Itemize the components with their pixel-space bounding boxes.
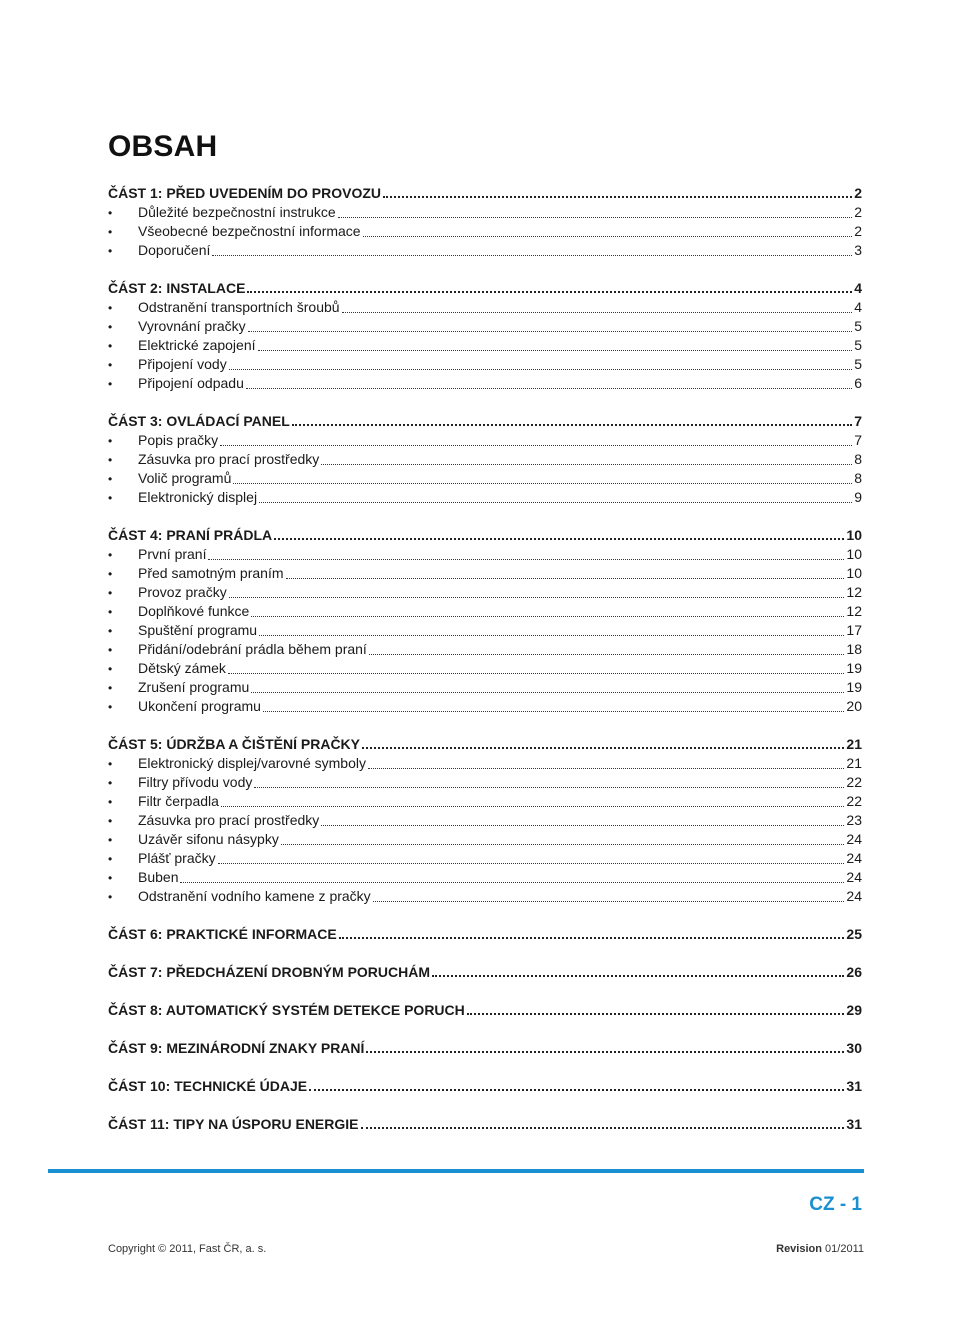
dot-leader bbox=[321, 464, 852, 465]
toc-entry[interactable] bbox=[108, 222, 862, 241]
toc-section-title: ČÁST 5: ÚDRŽBA A ČIŠTĚNÍ PRAČKY bbox=[108, 736, 361, 752]
toc-entry-label: Buben bbox=[138, 869, 179, 885]
toc-section-title: ČÁST 8: AUTOMATICKÝ SYSTÉM DETEKCE PORUCH bbox=[108, 1002, 465, 1018]
toc-section-heading[interactable] bbox=[108, 962, 862, 982]
toc-entry[interactable] bbox=[108, 336, 862, 355]
table-of-contents bbox=[108, 183, 862, 1152]
toc-entry-label: Vyrovnání pračky bbox=[138, 318, 246, 334]
bullet-icon: • bbox=[108, 833, 113, 847]
toc-page-number: 10 bbox=[846, 546, 862, 562]
toc-entry[interactable] bbox=[108, 754, 862, 773]
dot-leader bbox=[368, 768, 844, 769]
toc-page-number: 24 bbox=[846, 888, 862, 904]
toc-section-heading[interactable] bbox=[108, 278, 862, 298]
toc-entry-label: Spuštění programu bbox=[138, 622, 258, 638]
toc-page-number: 24 bbox=[846, 831, 862, 847]
toc-section bbox=[108, 924, 862, 944]
bullet-icon: • bbox=[108, 871, 113, 885]
toc-page-number: 10 bbox=[846, 565, 862, 581]
dot-leader bbox=[363, 236, 852, 237]
toc-entry-label: Elektronický displej/varovné symboly bbox=[138, 755, 366, 771]
toc-page-number: 4 bbox=[854, 280, 862, 296]
footer-divider bbox=[48, 1169, 864, 1173]
bullet-icon: • bbox=[108, 472, 113, 486]
dot-leader bbox=[362, 747, 844, 749]
toc-section bbox=[108, 1114, 862, 1134]
toc-entry[interactable] bbox=[108, 298, 862, 317]
bullet-icon: • bbox=[108, 491, 113, 505]
dot-leader bbox=[342, 312, 852, 313]
toc-entry[interactable] bbox=[108, 374, 862, 393]
toc-page-number: 30 bbox=[846, 1040, 862, 1056]
toc-page-number: 25 bbox=[846, 926, 862, 942]
bullet-icon: • bbox=[108, 795, 113, 809]
toc-page-number: 31 bbox=[846, 1116, 862, 1132]
dot-leader bbox=[218, 863, 845, 864]
dot-leader bbox=[212, 255, 852, 256]
toc-page-number: 19 bbox=[846, 660, 862, 676]
toc-section-heading[interactable] bbox=[108, 924, 862, 944]
dot-leader bbox=[229, 369, 852, 370]
toc-section-title: ČÁST 2: INSTALACE bbox=[108, 280, 246, 296]
toc-section-title: ČÁST 10: TECHNICKÉ ÚDAJE bbox=[108, 1078, 308, 1094]
toc-page-number: 2 bbox=[854, 204, 862, 220]
toc-entry-label: Přidání/odebrání prádla během praní bbox=[138, 641, 367, 657]
toc-section bbox=[108, 278, 862, 393]
bullet-icon: • bbox=[108, 624, 113, 638]
toc-section bbox=[108, 1038, 862, 1058]
bullet-icon: • bbox=[108, 700, 113, 714]
dot-leader bbox=[361, 1127, 845, 1129]
toc-page-number: 7 bbox=[854, 413, 862, 429]
dot-leader bbox=[281, 844, 845, 845]
toc-entry[interactable] bbox=[108, 773, 862, 792]
toc-entry-label: Dětský zámek bbox=[138, 660, 226, 676]
toc-entry[interactable] bbox=[108, 640, 862, 659]
dot-leader bbox=[248, 331, 852, 332]
bullet-icon: • bbox=[108, 453, 113, 467]
toc-entry-label: Před samotným praním bbox=[138, 565, 284, 581]
dot-leader bbox=[339, 937, 845, 939]
copyright-text: Copyright © 2011, Fast ČR, a. s. bbox=[108, 1243, 267, 1255]
toc-entry-label: Filtry přívodu vody bbox=[138, 774, 253, 790]
toc-entry[interactable] bbox=[108, 583, 862, 602]
toc-entry-label: Odstranění transportních šroubů bbox=[138, 299, 340, 315]
toc-entry-label: Všeobecné bezpečnostní informace bbox=[138, 223, 361, 239]
toc-entry-label: Provoz pračky bbox=[138, 584, 227, 600]
bullet-icon: • bbox=[108, 890, 113, 904]
toc-page-number: 12 bbox=[846, 603, 862, 619]
toc-page-number: 29 bbox=[846, 1002, 862, 1018]
bullet-icon: • bbox=[108, 206, 113, 220]
toc-entry[interactable] bbox=[108, 849, 862, 868]
dot-leader bbox=[251, 692, 844, 693]
bullet-icon: • bbox=[108, 757, 113, 771]
page-title: OBSAH bbox=[108, 130, 218, 163]
bullet-icon: • bbox=[108, 567, 113, 581]
toc-section-title: ČÁST 6: PRAKTICKÉ INFORMACE bbox=[108, 926, 337, 942]
toc-page-number: 2 bbox=[854, 223, 862, 239]
dot-leader bbox=[432, 975, 844, 977]
toc-page-number: 24 bbox=[846, 850, 862, 866]
toc-entry[interactable] bbox=[108, 697, 862, 716]
toc-entry[interactable] bbox=[108, 203, 862, 222]
bullet-icon: • bbox=[108, 605, 113, 619]
bullet-icon: • bbox=[108, 643, 113, 657]
toc-entry[interactable] bbox=[108, 488, 862, 507]
bullet-icon: • bbox=[108, 586, 113, 600]
toc-page-number: 3 bbox=[854, 242, 862, 258]
dot-leader bbox=[373, 901, 845, 902]
dot-leader bbox=[292, 424, 852, 426]
bullet-icon: • bbox=[108, 681, 113, 695]
toc-page-number: 26 bbox=[846, 964, 862, 980]
toc-entry[interactable] bbox=[108, 621, 862, 640]
toc-entry-label: Zásuvka pro prací prostředky bbox=[138, 812, 320, 828]
dot-leader bbox=[263, 711, 844, 712]
toc-entry[interactable] bbox=[108, 450, 862, 469]
bullet-icon: • bbox=[108, 434, 113, 448]
bullet-icon: • bbox=[108, 320, 113, 334]
toc-entry[interactable] bbox=[108, 241, 862, 260]
dot-leader bbox=[258, 350, 852, 351]
toc-section-title: ČÁST 4: PRANÍ PRÁDLA bbox=[108, 527, 273, 543]
toc-entry[interactable] bbox=[108, 355, 862, 374]
toc-section bbox=[108, 734, 862, 906]
toc-entry[interactable] bbox=[108, 431, 862, 450]
toc-page-number: 22 bbox=[846, 793, 862, 809]
dot-leader bbox=[321, 825, 844, 826]
toc-entry-label: Odstranění vodního kamene z pračky bbox=[138, 888, 371, 904]
toc-entry-label: Plášť pračky bbox=[138, 850, 216, 866]
dot-leader bbox=[208, 559, 844, 560]
toc-page-number: 6 bbox=[854, 375, 862, 391]
dot-leader bbox=[259, 502, 852, 503]
toc-page-number: 12 bbox=[846, 584, 862, 600]
toc-entry-label: Doplňkové funkce bbox=[138, 603, 250, 619]
dot-leader bbox=[251, 616, 844, 617]
toc-entry[interactable] bbox=[108, 469, 862, 488]
toc-page-number: 22 bbox=[846, 774, 862, 790]
dot-leader bbox=[221, 806, 845, 807]
toc-entry-label: První praní bbox=[138, 546, 207, 562]
toc-page-number: 5 bbox=[854, 356, 862, 372]
toc-entry[interactable] bbox=[108, 545, 862, 564]
toc-page-number: 31 bbox=[846, 1078, 862, 1094]
toc-page-number: 9 bbox=[854, 489, 862, 505]
toc-section bbox=[108, 962, 862, 982]
toc-page-number: 18 bbox=[846, 641, 862, 657]
toc-page-number: 19 bbox=[846, 679, 862, 695]
toc-section-title: ČÁST 11: TIPY NA ÚSPORU ENERGIE bbox=[108, 1116, 359, 1132]
toc-entry-label: Zásuvka pro prací prostředky bbox=[138, 451, 320, 467]
toc-entry-label: Elektronický displej bbox=[138, 489, 258, 505]
toc-entry[interactable] bbox=[108, 830, 862, 849]
toc-page-number: 17 bbox=[846, 622, 862, 638]
toc-page-number: 4 bbox=[854, 299, 862, 315]
dot-leader bbox=[233, 483, 852, 484]
toc-page-number: 5 bbox=[854, 318, 862, 334]
toc-entry-label: Volič programů bbox=[138, 470, 232, 486]
toc-section-title: ČÁST 9: MEZINÁRODNÍ ZNAKY PRANÍ bbox=[108, 1040, 365, 1056]
toc-page-number: 20 bbox=[846, 698, 862, 714]
toc-page-number: 21 bbox=[846, 736, 862, 752]
dot-leader bbox=[259, 635, 844, 636]
toc-section-title: ČÁST 3: OVLÁDACÍ PANEL bbox=[108, 413, 290, 429]
toc-page-number: 8 bbox=[854, 470, 862, 486]
toc-entry-label: Připojení vody bbox=[138, 356, 227, 372]
toc-entry[interactable] bbox=[108, 659, 862, 678]
toc-entry-label: Filtr čerpadla bbox=[138, 793, 219, 809]
toc-page-number: 7 bbox=[854, 432, 862, 448]
bullet-icon: • bbox=[108, 814, 113, 828]
dot-leader bbox=[247, 291, 852, 293]
revision-label: Revision bbox=[776, 1243, 822, 1255]
toc-entry-label: Uzávěr sifonu násypky bbox=[138, 831, 279, 847]
toc-page-number: 10 bbox=[846, 527, 862, 543]
toc-page-number: 21 bbox=[846, 755, 862, 771]
dot-leader bbox=[467, 1013, 845, 1015]
dot-leader bbox=[220, 445, 852, 446]
toc-entry-label: Doporučení bbox=[138, 242, 211, 258]
toc-section-heading[interactable] bbox=[108, 1114, 862, 1134]
dot-leader bbox=[180, 882, 844, 883]
toc-section-heading[interactable] bbox=[108, 1076, 862, 1096]
dot-leader bbox=[338, 217, 852, 218]
dot-leader bbox=[309, 1089, 844, 1091]
bullet-icon: • bbox=[108, 358, 113, 372]
toc-entry[interactable] bbox=[108, 887, 862, 906]
toc-section-heading[interactable] bbox=[108, 411, 862, 431]
bullet-icon: • bbox=[108, 339, 113, 353]
dot-leader bbox=[274, 538, 844, 540]
toc-entry-label: Ukončení programu bbox=[138, 698, 261, 714]
toc-section bbox=[108, 1000, 862, 1020]
dot-leader bbox=[228, 673, 845, 674]
dot-leader bbox=[246, 388, 852, 389]
dot-leader bbox=[286, 578, 845, 579]
bullet-icon: • bbox=[108, 244, 113, 258]
revision-value: 01/2011 bbox=[825, 1243, 864, 1255]
bullet-icon: • bbox=[108, 301, 113, 315]
bullet-icon: • bbox=[108, 548, 113, 562]
toc-section bbox=[108, 411, 862, 507]
toc-entry[interactable] bbox=[108, 811, 862, 830]
toc-section-title: ČÁST 1: PŘED UVEDENÍM DO PROVOZU bbox=[108, 185, 382, 201]
page-number: CZ - 1 bbox=[809, 1194, 862, 1215]
toc-entry-label: Zrušení programu bbox=[138, 679, 250, 695]
toc-section-title: ČÁST 7: PŘEDCHÁZENÍ DROBNÝM PORUCHÁM bbox=[108, 964, 431, 980]
toc-section-heading[interactable] bbox=[108, 1000, 862, 1020]
toc-entry[interactable] bbox=[108, 678, 862, 697]
toc-entry-label: Připojení odpadu bbox=[138, 375, 244, 391]
toc-entry[interactable] bbox=[108, 564, 862, 583]
toc-entry-label: Elektrické zapojení bbox=[138, 337, 256, 353]
toc-section bbox=[108, 183, 862, 260]
dot-leader bbox=[383, 196, 852, 198]
toc-entry[interactable] bbox=[108, 317, 862, 336]
toc-entry[interactable] bbox=[108, 868, 862, 887]
revision-text bbox=[776, 1243, 864, 1255]
toc-section bbox=[108, 525, 862, 716]
dot-leader bbox=[366, 1051, 844, 1053]
toc-section bbox=[108, 1076, 862, 1096]
toc-entry-label: Důležité bezpečnostní instrukce bbox=[138, 204, 336, 220]
toc-section-heading[interactable] bbox=[108, 525, 862, 545]
bullet-icon: • bbox=[108, 662, 113, 676]
bullet-icon: • bbox=[108, 377, 113, 391]
bullet-icon: • bbox=[108, 852, 113, 866]
toc-entry[interactable] bbox=[108, 792, 862, 811]
toc-page-number: 5 bbox=[854, 337, 862, 353]
toc-page-number: 23 bbox=[846, 812, 862, 828]
dot-leader bbox=[229, 597, 845, 598]
dot-leader bbox=[254, 787, 844, 788]
toc-page-number: 24 bbox=[846, 869, 862, 885]
toc-page-number: 2 bbox=[854, 185, 862, 201]
dot-leader bbox=[369, 654, 845, 655]
toc-section-heading[interactable] bbox=[108, 1038, 862, 1058]
toc-page-number: 8 bbox=[854, 451, 862, 467]
toc-entry-label: Popis pračky bbox=[138, 432, 219, 448]
bullet-icon: • bbox=[108, 776, 113, 790]
toc-section-heading[interactable] bbox=[108, 734, 862, 754]
bullet-icon: • bbox=[108, 225, 113, 239]
toc-entry[interactable] bbox=[108, 602, 862, 621]
toc-section-heading[interactable] bbox=[108, 183, 862, 203]
